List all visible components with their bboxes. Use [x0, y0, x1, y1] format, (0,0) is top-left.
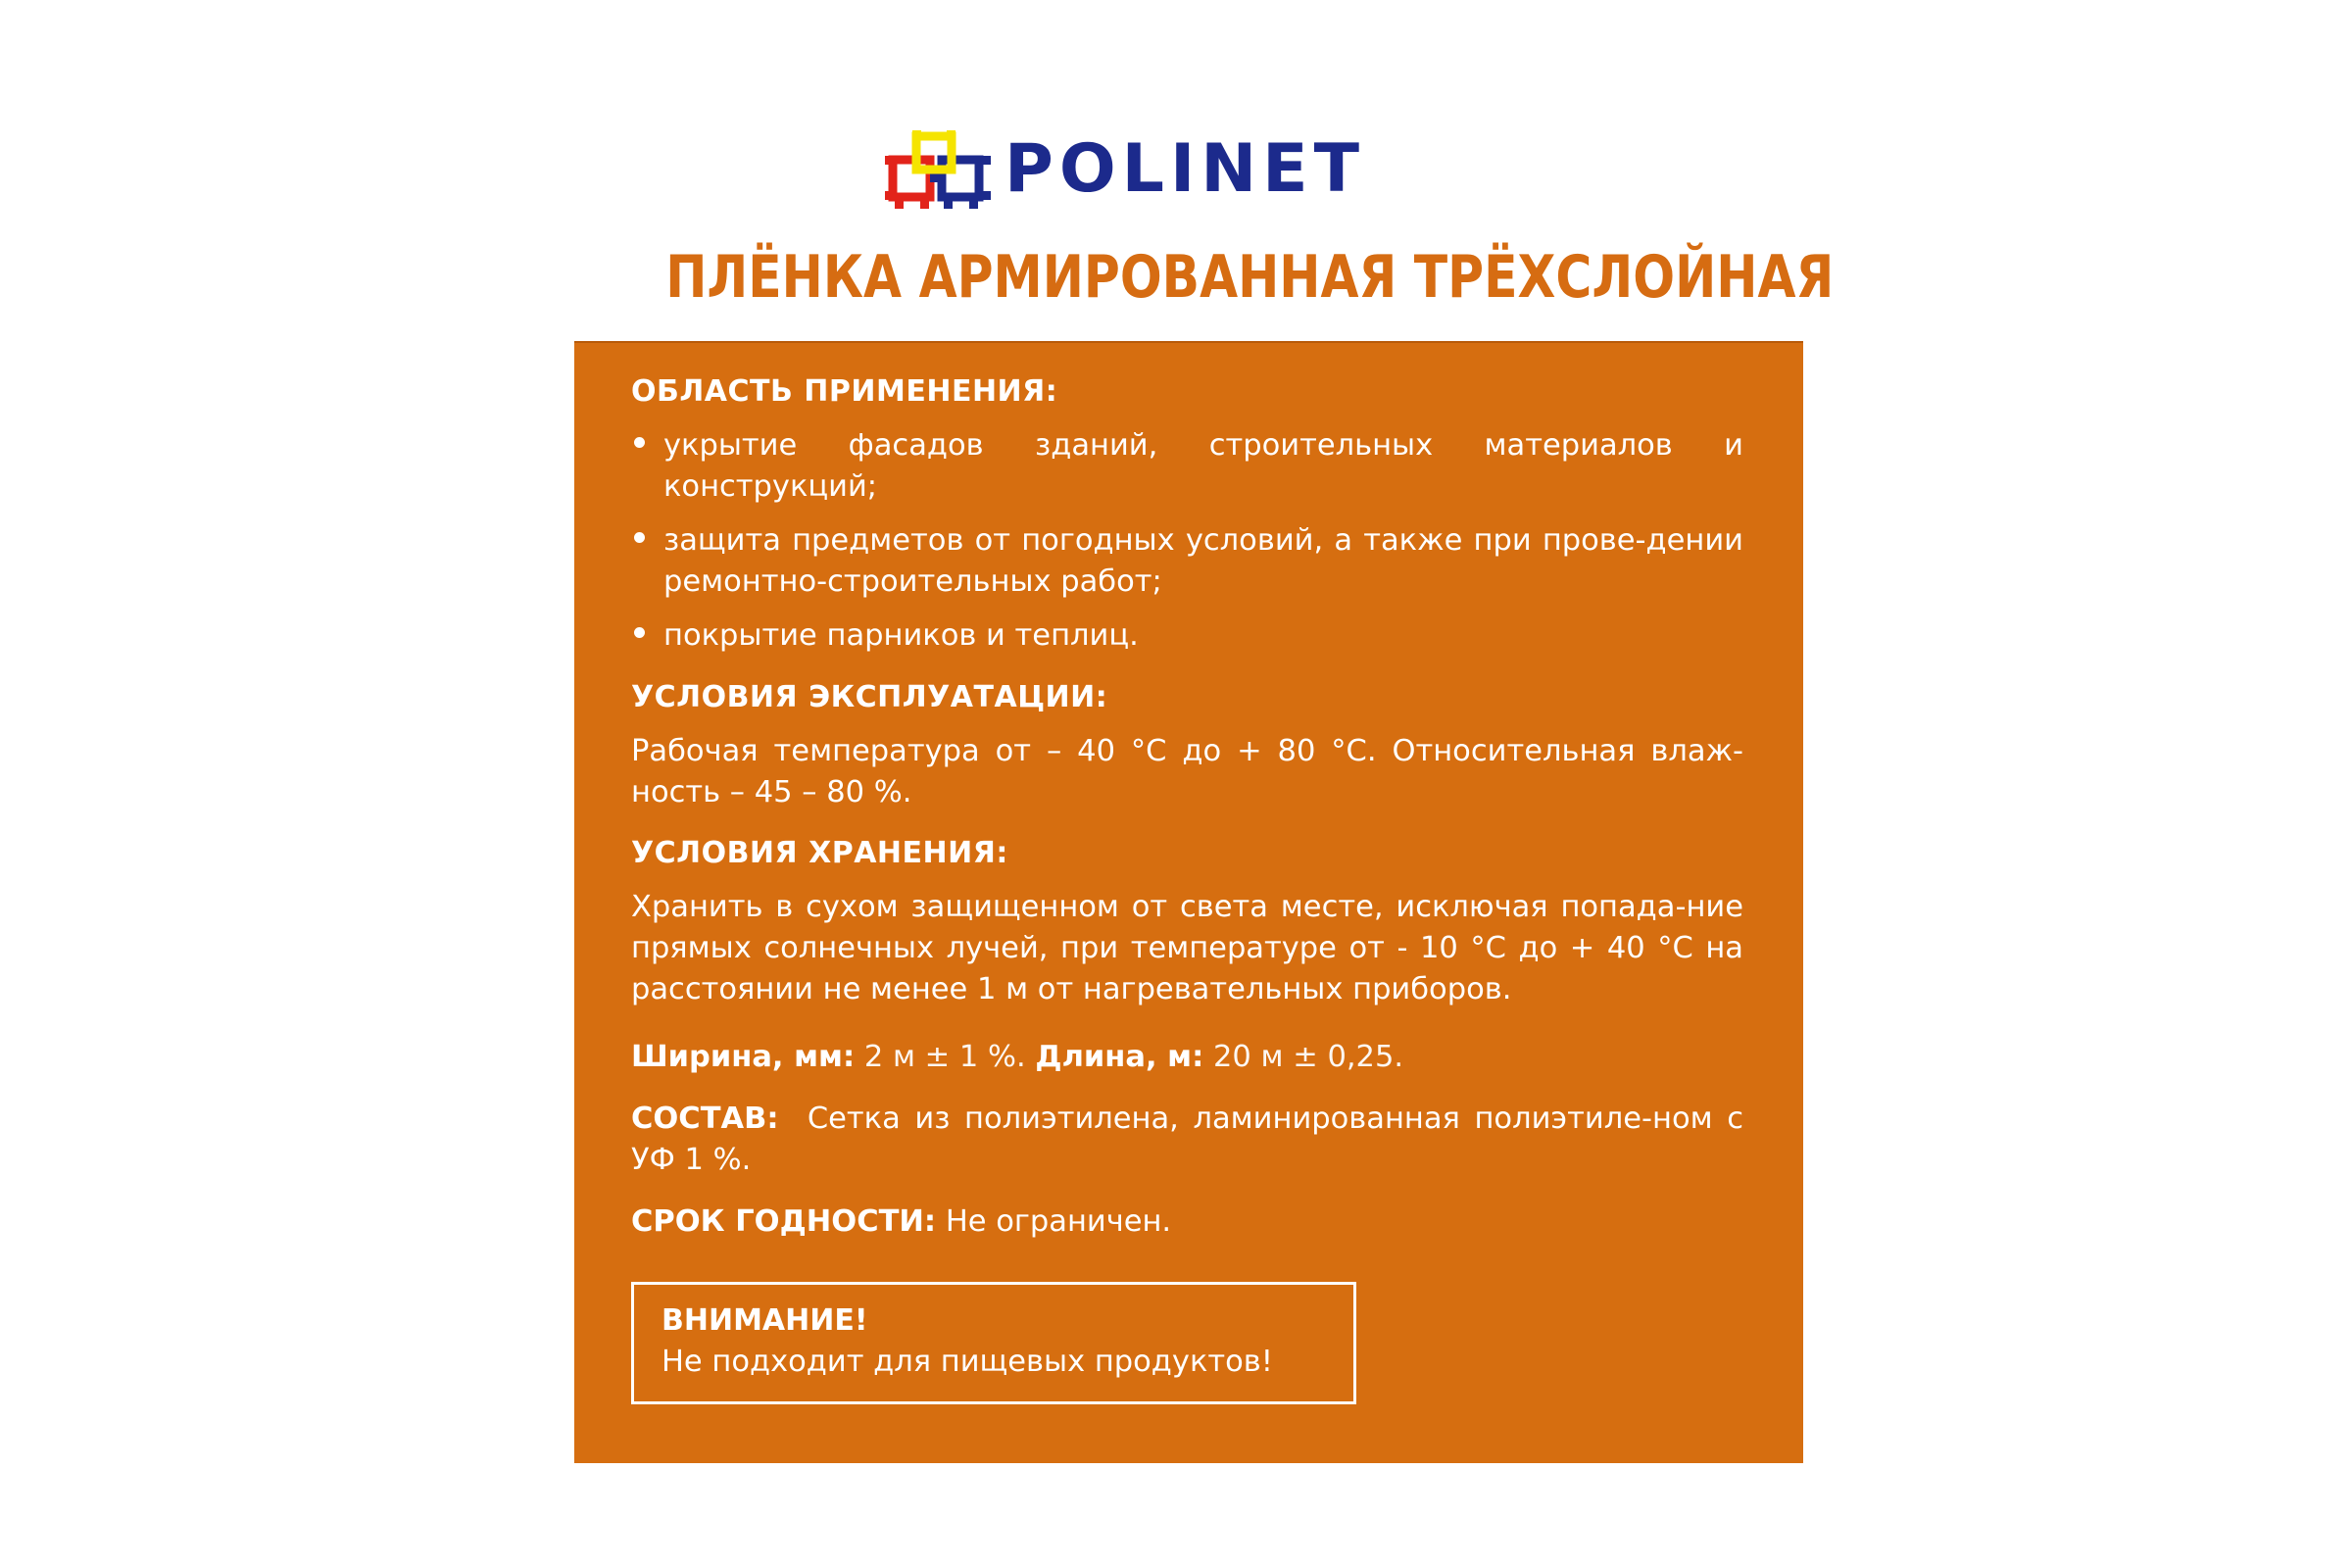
brand-logo	[885, 130, 1473, 209]
composition-block	[631, 1099, 1743, 1181]
width-label: Ширина, мм:	[631, 1040, 856, 1074]
operation-text: Рабочая температура от – 40 °С до + 80 °С. Относительная влаж-ность – 45 – 80 %.	[631, 734, 1743, 809]
warning-title: ВНИМАНИЕ!	[662, 1303, 868, 1338]
bullet-icon	[634, 627, 645, 638]
shelf-life-line	[631, 1201, 1743, 1243]
shelf-life-text: Не ограничен.	[945, 1204, 1172, 1239]
warning-text: Не подходит для пищевых продуктов!	[662, 1345, 1273, 1379]
storage-text: Хранить в сухом защищенном от света месте, исключая попада-ние прямых солнечных лучей, при температуре от - 10 °С до + 40 °С на расстоянии не менее 1 м от нагревательных приборов.	[631, 890, 1743, 1006]
composition-label: СОСТАВ:	[631, 1102, 779, 1136]
length-value: 20 м ± 0,25.	[1213, 1040, 1404, 1074]
bullet-icon	[634, 532, 645, 543]
storage-heading: УСЛОВИЯ ХРАНЕНИЯ:	[631, 836, 1008, 870]
application-heading: ОБЛАСТЬ ПРИМЕНЕНИЯ:	[631, 374, 1058, 409]
polinet-logo-icon	[885, 130, 993, 209]
warning-box	[631, 1282, 1356, 1404]
width-value: 2 м ± 1 %.	[863, 1040, 1026, 1074]
list-item-text: укрытие фасадов зданий, строительных материалов и конструкций;	[663, 428, 1743, 504]
list-item-text: защита предметов от погодных условий, а также при прове-дении ремонтно-строительных работ;	[663, 523, 1743, 599]
composition-text: Сетка из полиэтилена, ламинированная полиэтиле-ном с УФ 1 %.	[631, 1102, 1743, 1177]
list-item-text: покрытие парников и теплиц.	[663, 618, 1139, 653]
bullet-icon	[634, 437, 645, 448]
length-label: Длина, м:	[1035, 1040, 1204, 1074]
shelf-life-label: СРОК ГОДНОСТИ:	[631, 1204, 937, 1239]
brand-name: POLINET	[1004, 130, 1366, 208]
dimensions-line	[631, 1037, 1743, 1078]
page-title: ПЛЁНКА АРМИРОВАННАЯ ТРЁХСЛОЙНАЯ	[665, 243, 1835, 312]
operation-heading: УСЛОВИЯ ЭКСПЛУАТАЦИИ:	[631, 680, 1108, 714]
info-panel	[574, 341, 1803, 1463]
